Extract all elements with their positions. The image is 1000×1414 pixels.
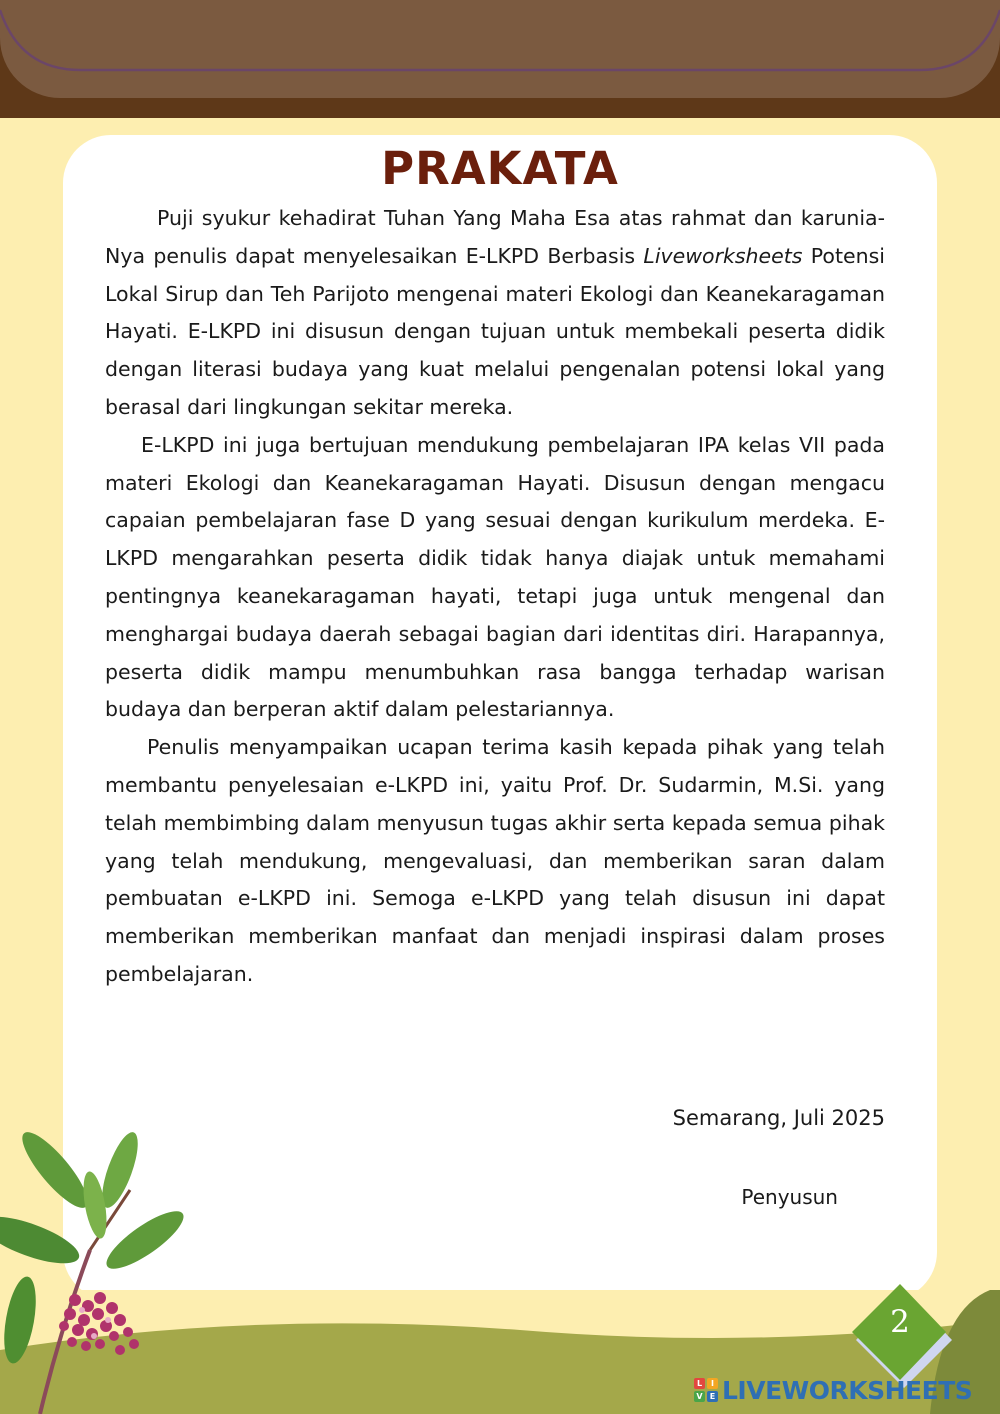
paragraph-1-end: Potensi Lokal Sirup dan Teh Parijoto mengenai materi Ekologi dan Keanekaragaman Hayati. E-LKPD ini disusun dengan tujuan untuk membekali peserta didik dengan literasi budaya yang kuat melalui pengenalan potensi lokal yang berasal dari lingkungan sekitar mereka.	[105, 243, 885, 419]
author-signature: Penyusun	[741, 1185, 838, 1209]
logo-letter-v: V	[694, 1391, 705, 1402]
paragraph-3: Penulis menyampaikan ucapan terima kasih kepada pihak yang telah membantu penyelesaian e-LKPD ini, yaitu Prof. Dr. Sudarmin, M.Si. yang telah membimbing dalam menyusun tugas akhir serta kepada semua pihak yang telah mendukung, mengevaluasi, dan memberikan saran dalam pembuatan e-LKPD ini. Semoga e-LKPD yang telah disusun ini dapat memberikan memberikan manfaat dan menjadi inspirasi dalam proses pembelajaran.	[105, 735, 885, 986]
liveworksheets-logo[interactable]	[694, 1376, 972, 1404]
header-curve-line	[0, 0, 1000, 100]
paragraph-1	[105, 200, 885, 427]
place-date: Semarang, Juli 2025	[672, 1106, 885, 1130]
liveworksheets-mark-icon	[694, 1378, 718, 1402]
logo-letter-l: L	[694, 1378, 705, 1389]
paragraph-2: E-LKPD ini juga bertujuan mendukung pembelajaran IPA kelas VII pada materi Ekologi dan Keanekaragaman Hayati. Disusun dengan mengacu capaian pembelajaran fase D yang sesuai dengan kurikulum merdeka. E-LKPD mengarahkan peserta didik tidak hanya diajak untuk memahami pentingnya keanekaragaman hayati, tetapi juga untuk mengenal dan menghargai budaya daerah sebagai bagian dari identitas diri. Harapannya, peserta didik mampu menumbuhkan rasa bangga terhadap warisan budaya dan berperan aktif dalam pelestariannya.	[105, 432, 885, 722]
logo-letter-i: I	[707, 1378, 718, 1389]
liveworksheets-brand: LIVEWORKSHEETS	[722, 1375, 973, 1405]
header-band	[0, 0, 1000, 118]
logo-letter-e: E	[707, 1391, 718, 1402]
paragraph-1-italic: Liveworksheets	[643, 243, 803, 268]
paragraph-1-start: Puji syukur kehadirat Tuhan Yang Maha Esa atas rahmat dan karunia-Nya penulis dapat menyelesaikan E-LKPD Berbasis	[105, 206, 885, 268]
page-number: 2	[890, 1304, 910, 1340]
page-title: PRAKATA	[381, 142, 619, 195]
parijoto-plant-illustration	[0, 1130, 200, 1414]
preface-body	[105, 200, 885, 994]
